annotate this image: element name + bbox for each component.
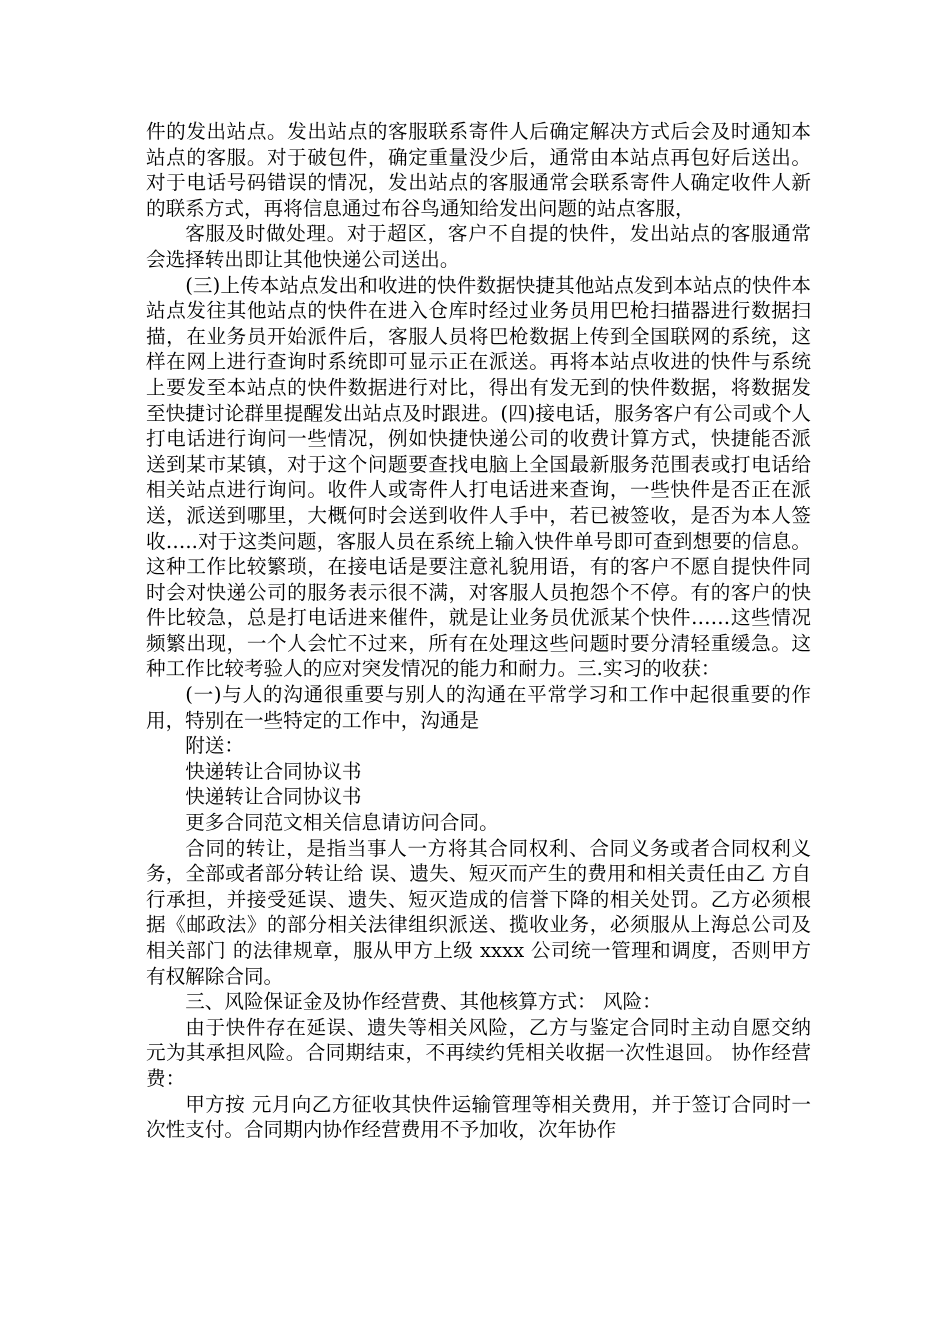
contract-title-1: 快递转让合同协议书 [185, 759, 362, 783]
document-page [146, 119, 811, 1143]
paragraph-1: 件的发出站点。发出站点的客服联系寄件人后确定解决方式后会及时通知本站点的客服。对于破包件，确定重量没少后，通常由本站点再包好后送出。对于电话号码错误的情况，发出站点的客服通常会联系寄件人确定收件人新的联系方式，再将信息通过布谷鸟通知给发出问题的站点客服， [146, 120, 811, 220]
section-heading-risk: 三、风险保证金及协作经营费、其他核算方式： 风险： [185, 990, 662, 1014]
paragraph-transfer: 合同的转让，是指当事人一方将其合同权利、合同义务或者合同权利义务，全部或者部分转让给 误、遗失、短灭而产生的费用和相关责任由乙 方自行承担，并接受延误、遗失、短灭造成的信誉下降的相关处罚。乙方必须根据《邮政法》的部分相关法律组织派送、揽收业务，必须服从上海总公司及相关部门 的法律规章，服从甲方上级 xxxx 公司统一管理和调度，否则甲方有权解除合同。 [146, 836, 811, 988]
paragraph-fee: 甲方按 元月向乙方征收其快件运输管理等相关费用，并于签订合同时一次性支付。合同期内协作经营费用不予加收，次年协作 [146, 1092, 811, 1142]
paragraph-4: (一)与人的沟通很重要与别人的沟通在平常学习和工作中起很重要的作用，特别在一些特定的工作中，沟通是 [146, 683, 811, 732]
more-info-line: 更多合同范文相关信息请访问合同。 [185, 811, 499, 835]
contract-title-2: 快递转让合同协议书 [185, 785, 362, 809]
paragraph-2: 客服及时做处理。对于超区，客户不自提的快件，发出站点的客服通常会选择转出即让其他快递公司送出。 [146, 222, 811, 271]
paragraph-risk: 由于快件存在延误、遗失等相关风险，乙方与鉴定合同时主动自愿交纳 元为其承担风险。合同期结束，不再续约凭相关收据一次性退回。 协作经营费： [146, 1015, 811, 1090]
attachment-label: 附送： [185, 734, 244, 758]
paragraph-3: (三)上传本站点发出和收进的快件数据快捷其他站点发到本站点的快件本站点发往其他站点的快件在进入仓库时经过业务员用巴枪扫描器进行数据扫描，在业务员开始派件后，客服人员将巴枪数据上传到全国联网的系统，这样在网上进行查询时系统即可显示正在派送。再将本站点收进的快件与系统上要发至本站点的快件数据进行对比，得出有发无到的快件数据，将数据发至快捷讨论群里提醒发出站点及时跟进。(四)接电话，服务客户有公司或个人打电话进行询问一些情况，例如快捷快递公司的收费计算方式，快捷能否派送到某市某镇，对于这个问题要查找电脑上全国最新服务范围表或打电话给相关站点进行询问。收件人或寄件人打电话进来查询，一些快件是否正在派送，派送到哪里，大概何时会送到收件人手中，若已被签收，是否为本人签收…..对于这类问题，客服人员在系统上输入快件单号即可查到想要的信息。这种工作比较繁琐，在接电话是要注意礼貌用语，有的客户不愿自提快件同时会对快递公司的服务表示很不满，对客服人员抱怨个不停。有的客户的快件比较急，总是打电话进来催件，就是让业务员优派某个快件……这些情况频繁出现，一个人会忙不过来，所有在处理这些问题时要分清轻重缓急。这种工作比较考验人的应对突发情况的能力和耐力。三.实习的收获： [146, 273, 811, 681]
